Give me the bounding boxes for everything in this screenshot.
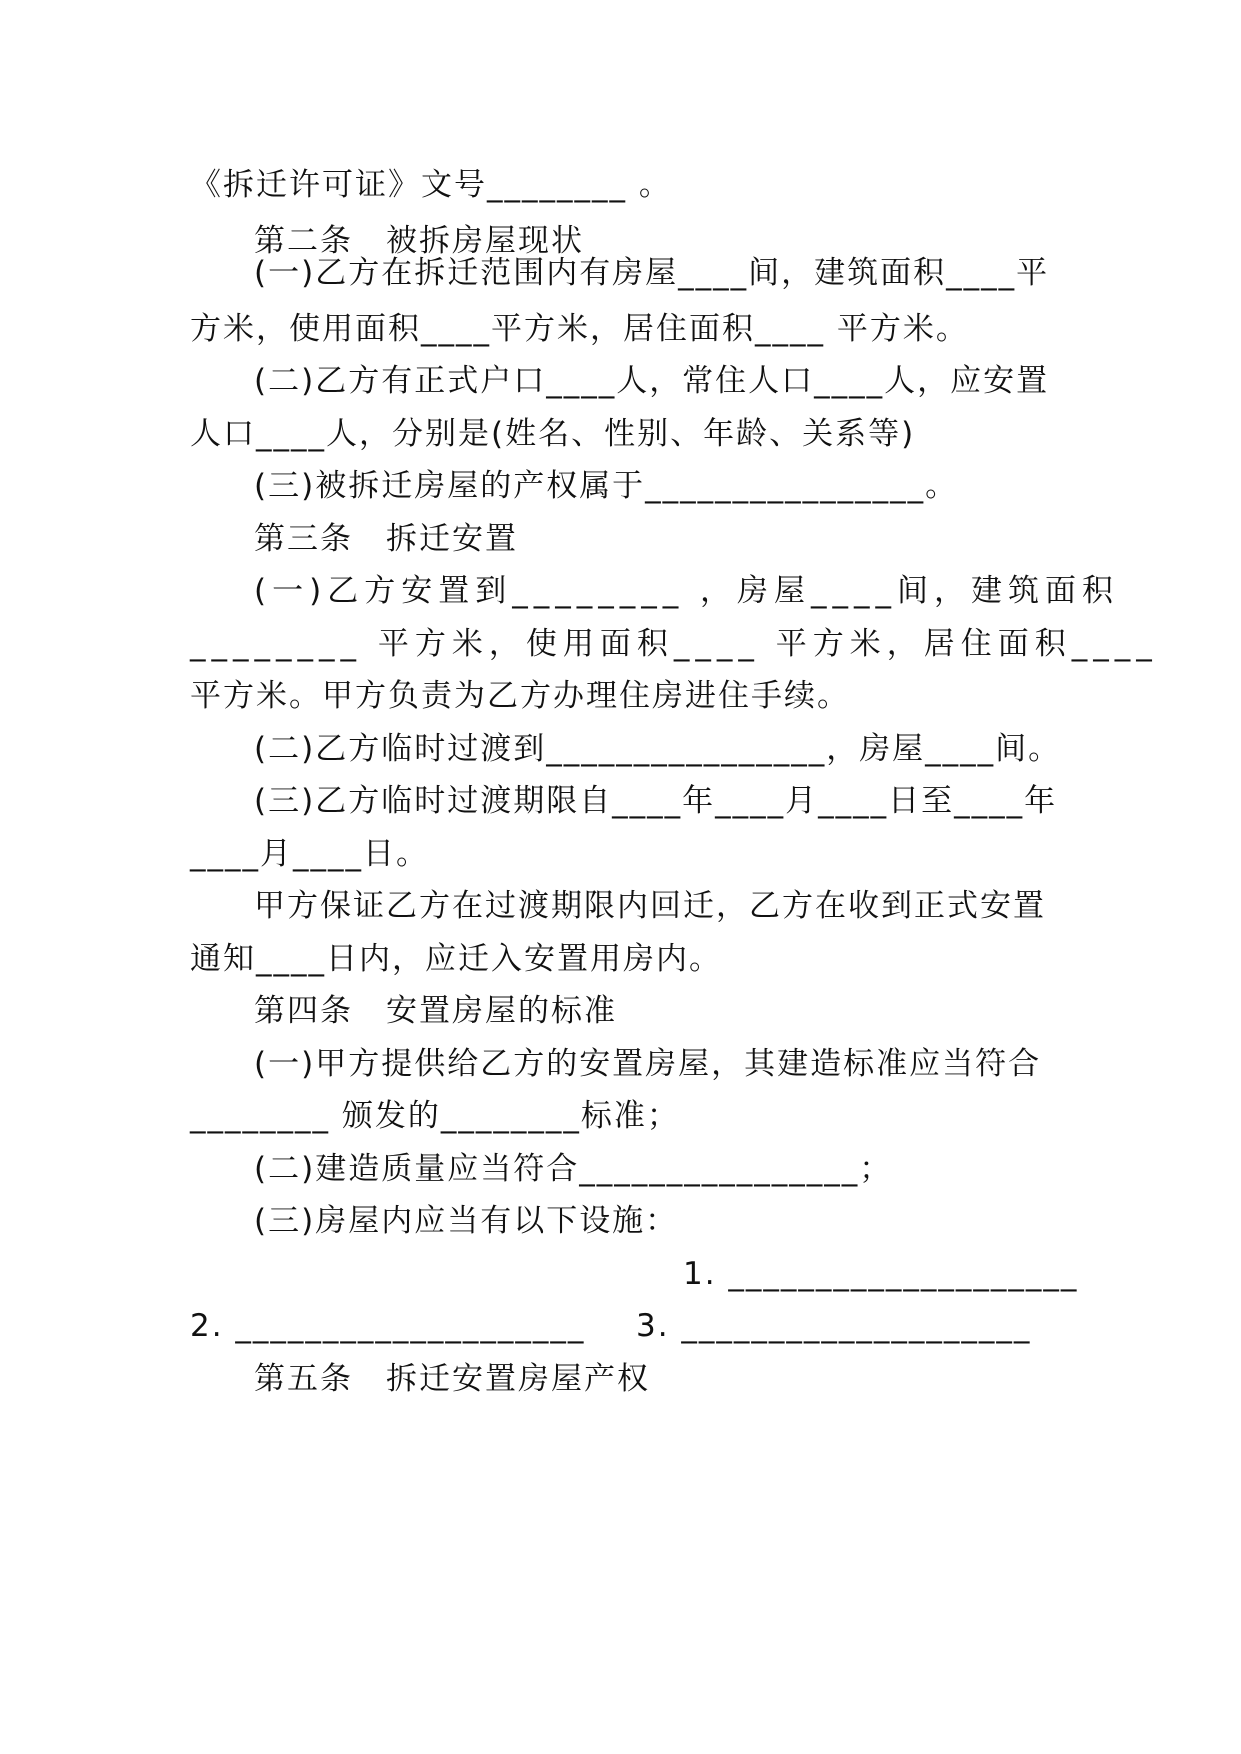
article-3-clause-1: (一)乙方安置到________ ，房屋____间，建筑面积 bbox=[254, 573, 1120, 609]
article-2-clause-2: (二)乙方有正式户口____人，常住人口____人，应安置 bbox=[254, 363, 1050, 399]
article-3-clause-3-cont: ____月____日。 bbox=[190, 836, 429, 872]
article-3-clause-1-end: 平方米。甲方负责为乙方办理住房进住手续。 bbox=[190, 678, 850, 714]
article-2-clause-1-cont: 方米，使用面积____平方米，居住面积____ 平方米。 bbox=[190, 311, 969, 347]
article-5-heading: 第五条 拆迁安置房屋产权 bbox=[254, 1361, 650, 1397]
article-4-clause-1-cont: ________ 颁发的________标准； bbox=[190, 1098, 680, 1134]
article-3-clause-2: (二)乙方临时过渡到________________，房屋____间。 bbox=[254, 731, 1062, 767]
facility-item-3: 3. ____________________ bbox=[636, 1308, 1032, 1344]
article-4-heading: 第四条 安置房屋的标准 bbox=[254, 993, 617, 1029]
facility-item-2: 2. ____________________ bbox=[190, 1308, 586, 1344]
facility-item-1: 1. ____________________ bbox=[683, 1256, 1079, 1292]
article-3-clause-1-cont: ________ 平方米，使用面积____ 平方米，居住面积____ bbox=[190, 626, 1158, 662]
article-2-clause-2-cont: 人口____人，分别是(姓名、性别、年龄、关系等) bbox=[190, 416, 916, 452]
return-guarantee-cont: 通知____日内，应迁入安置用房内。 bbox=[190, 941, 722, 977]
article-2-heading: 第二条 被拆房屋现状 bbox=[254, 223, 584, 259]
article-2-clause-3: (三)被拆迁房屋的产权属于________________。 bbox=[254, 468, 959, 504]
article-3-clause-3: (三)乙方临时过渡期限自____年____月____日至____年 bbox=[254, 783, 1058, 819]
article-3-heading: 第三条 拆迁安置 bbox=[254, 521, 518, 557]
return-guarantee-line: 甲方保证乙方在过渡期限内回迁，乙方在收到正式安置 bbox=[254, 888, 1046, 924]
article-2-clause-1: (一)乙方在拆迁范围内有房屋____间，建筑面积____平 bbox=[254, 255, 1050, 291]
article-4-clause-3: (三)房屋内应当有以下设施： bbox=[254, 1203, 679, 1239]
article-4-clause-1: (一)甲方提供给乙方的安置房屋，其建造标准应当符合 bbox=[254, 1046, 1042, 1082]
article-4-clause-2: (二)建造质量应当符合________________； bbox=[254, 1151, 893, 1187]
permit-number-line: 《拆迁许可证》文号________ 。 bbox=[190, 167, 672, 203]
